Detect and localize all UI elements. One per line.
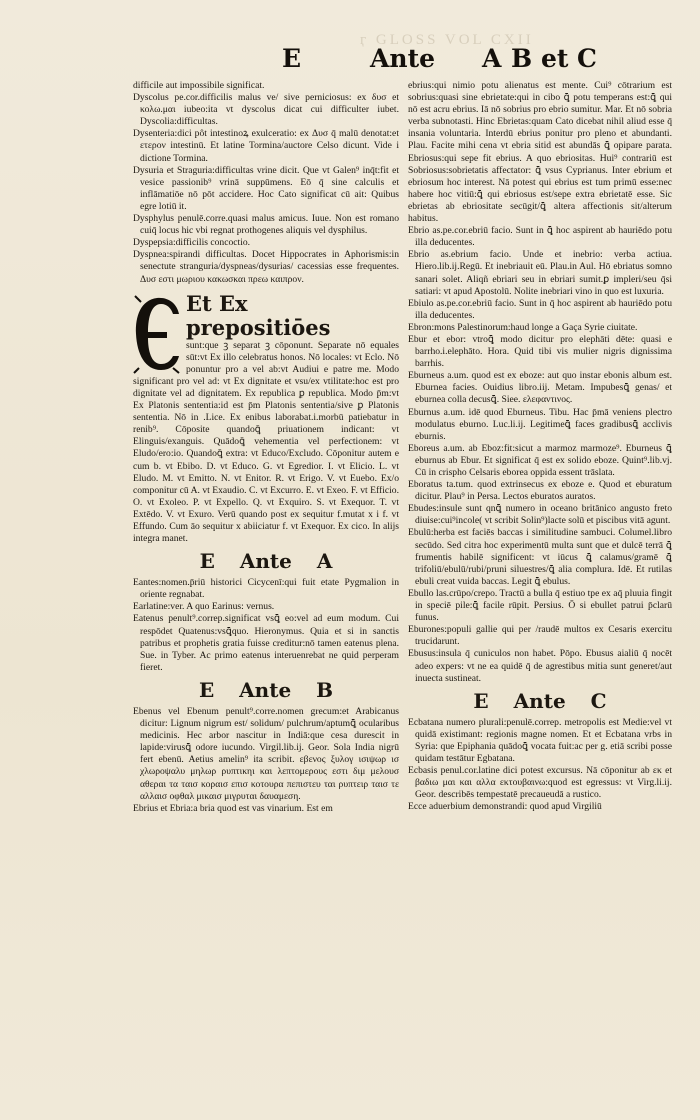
decorated-initial-e <box>133 294 181 374</box>
dictionary-entry: Eatenus penult⁹.correp.significat vsꝗ̄ eo:vel ad eum modum. Cui respōdet Quatenus:vsꝗ̄quo. Hieronymus. Quia et si in sanctis patribus et prophetis gratia fuisse creditur:nō tamen eatenus plena. Sue. in Tyber. Ac primo eatenus interuenrebat ne quid perperam fieret. <box>133 613 399 673</box>
dictionary-entry: Ebrio as.pe.cor.ebriū facio. Sunt in ꝗ̄ hoc aspirent ab hauriēdo potu illa deducentes. <box>408 225 672 249</box>
dictionary-entry: Eburneus a.um. quod est ex eboze: aut quo instar ebonis album est. Eburnea facies. Ouidius libro.iij. Metam. Impubesꝗ̄ genas/ et eburnea colla decusꝗ̄. Siee. ελεφαντινος. <box>408 370 672 406</box>
section-second-letter: A <box>316 549 333 574</box>
dictionary-entry: Ecbasis penul.cor.latine dici potest excursus. Nā cōponitur ab εκ et βαδιω μαι και αλλα εκτουβαινω:quod est egressus: vt Virg.li.ij. Geor. describēs tempestatē precaueudā a rustico. <box>408 765 672 801</box>
section-word: Ante <box>239 677 292 702</box>
dictionary-entry: Dyscolus pe.cor.difficilis malus ve/ sive perniciosus: ex δυσ et κολω.μαι iubeo:ita vt dyscolus dicat cui difficulter iubet. Dyscolia:difficultas. <box>133 92 399 128</box>
dictionary-entry: Ebron:mons Palestinorum:haud longe a Gaça Syrie ciuitate. <box>408 321 638 333</box>
dictionary-entry: Ebusus:insula q̄ cuniculos non habet. Pōpo. Ebusus aialiū q̄ nocēt adeo expers: vt ne ea quidē q̄ de agrestibus mitia sunt generet/aut inuecta sustineat. <box>408 648 672 684</box>
section-letter: E <box>199 549 215 574</box>
dictionary-entry: ebrius:qui nimio potu alienatus est mente. Cui⁹ cōtrarium est sobrius:quasi sine ebrietate:qui in cibo ꝗ̄ potu temperans est:ꝗ̄ qui nō est acru ebrius. Iā nō sobrius pro ebrio sumitur. Mar. Et nō sobria verba subnotasti. Hinc Ebrietas:quam Cato dicebat nihil aliud esse q̄ insania voluntaria. Interdū ebrius ponitur pro pleno et abundanti. Plau. Facite mihi cena vt ebria sitid est abundās ꝗ̄ opipare parata. Ebriosus:qui sepe fit ebrius. A quo ebriositas. Hui⁹ contrariū est Sobriosus:sobrietatis affectator: ꝗ̄ vsus Cyprianus. Inter ebrium et ebriosum hoc interest. Nā potest qui ebrius est tum primū esse:nec habere hoc vitiū:ꝗ̄ qui ebriosus est/sepe extra ebrietatē esse. Sic ebrietas ab ebriositate secūgit/ꝗ̄ altera affectionis sit/alterum habitus. <box>408 80 672 225</box>
dictionary-entry: Dyspnea:spirandi difficultas. Docet Hippocrates in Aphorismis:in senectute stranguria/dyspneas/dysurias/ cacessias esse frequentes. Δυσ εστι μωριου κακωσκαι πρεω καιπρον. <box>133 249 399 285</box>
running-head-a: A <box>482 44 502 73</box>
section-letter: E <box>473 688 489 713</box>
section-heading-eb <box>133 677 399 703</box>
right-column <box>408 80 672 813</box>
dictionary-entry: Ecce aduerbium demonstrandi: quod apud Virgiliū <box>408 801 602 813</box>
running-head-b: B <box>511 44 533 73</box>
dictionary-entry: Dyspepsia:difficilis concoctio. <box>133 237 251 249</box>
dropcap-section <box>133 292 399 546</box>
dictionary-entry: Dysuria et Straguria:difficultas vrine dicit. Que vt Galen⁹ inq̄t:fit et vesice passionib⁹ vrinā suppūmens. Eō q̄ sine calculis et inflāmatiōe nō pōt accidere. Hoc Cato significat cū ait: Quibus egre lotiū it. <box>133 164 399 212</box>
dictionary-entry: Eburones:populi gallie qui per /raudē multos ex Cesaris exercitu trucidarunt. <box>408 624 672 648</box>
section-heading-ea <box>133 548 399 574</box>
running-head-c: C <box>577 44 597 73</box>
dictionary-entry: Ecbatana numero plurali:penulē.correp. metropolis est Medie:vel vt quidā existimant: regionis magne nomen. Et et Ecbatana vrbs in Syria: que Epiphania quādoꝗ̄ vocata fuit:ac per g. etiā scribi posse quidam testātur Egbatana. <box>408 716 672 764</box>
dictionary-entry: sunt:que ꝫ separat ꝫ cōponunt. Separate nō equales sūt:vt Ex illo celebratus honos. Nō locales: vt Eclo. Nō ponuntur pro a vel ab:vt Audiui e patre me. Modo significant pro vel ad: vt Ex dignitate et vsu/ex vtilitate:hoc est pro dignitate vel ad dignitatem. Ex republica ꝑ republica. Modo p̄m:vt Ex Platonis sententia:id est p̄m Platonis sententia/sive ꝑ Platonis sententia. Nō in .Lice. Ex enibus laborabat.i.morbū patiebatur in renib⁹. Cōposite quandoꝗ̄ priuationem indicant: vt Elinguis/exanguis. Quādoꝗ̄ vehementia vel perfectionem: vt Eludo/ero:io. Quandoꝗ̄ extra: vt Educo/Excludo. Cōponitur autem e cum b. vt Ebibo. D. vt Educo. G. vt Egredior. I. vt Elicio. L. vt Eludo. M. vt Emitto. N. vt Enitor. R. vt Erigo. V. vt Euebo. Ex/o componitur cū A. vt Exaudio. C. vt Excurro. E. vt Exeo. F. vt Efficio. O. vt Exoleo. P. vt Expello. Q. vt Exquiro. S. vt Exequor. T. vt Extēdo. V. vt Exuro. Verū quando post ex sequitur f.mutat x i f. vt Effundo. Cum āo sequitur x abiiciatur f. vt Exequor. Ex cico. In alijs integra manet. <box>133 339 399 545</box>
dictionary-entry: Eantes:nomen.p̄riū historici Cicycenī:qui fuit etate Pygmalion in oriente regnabat. <box>133 577 399 601</box>
dictionary-entry: Ebenus vel Ebenum penult⁹.corre.nomen grecum:et Arabicanus dicitur: Lignum nigrum est/ solidum/ pulchrum/aptumꝗ̄ ocularibus medicinis. Hec arbor nascitur in Indiā:que cesa durescit in lapide:virusꝗ̄ odore iucundo. Virgil.lib.ij. Geor. Sola India nigrū fert ebenū. Aetius amelin⁹ ita scribit. εβενος ξυλογ ισιψωρ ισ χλωροψαλυ μηλωρ ρυπτικηι και λεπτομερους εστι διμ μελουσ αθεραι τα ταισ κοραισ επισ κοτουρα πεπιστευ ται ρυπτειρ ταισ τε αλλαισ οφθαλ μικαισ μιγρυται δαυαμεση. <box>133 705 399 802</box>
section-second-letter: C <box>590 688 607 713</box>
section-letter: E <box>198 677 215 702</box>
dictionary-entry: Dysphylus penulē.corre.quasi malus amicus. Iuue. Non est romano cuiq̄ locus hic vbi regnat prothogenes aliquis vel dysphilus. <box>133 213 399 237</box>
section-word: Ante <box>513 688 566 713</box>
dictionary-entry: Eboratus ta.tum. quod extrinsecus ex eboze e. Quod et eburatum dicitur. Plau⁹ in Persa. Lectos eburatos auratos. <box>408 479 672 503</box>
dictionary-entry: Ebrius et Ebria:a bria quod est vas vinarium. Est em <box>133 802 333 814</box>
dictionary-entry: difficile aut impossibile significat. <box>133 80 265 91</box>
running-head-letter: E <box>282 44 302 73</box>
dictionary-entry: Ebulū:herba est faciēs baccas i similitudine sambuci. Columel.libro secūdo. Sed citra hoc experimentū multa sunt que et dulcē terrā ꝗ̄ frumentis habilē significent: vt iūcus ꝗ̄ calamus/gramē ꝗ̄ trifoliū/ebulū/rubi/pruni siluestres/ꝗ̄ alia complura. Idē. Et rutilas ebuli creat vuida baccas. Legit ꝗ̄ ebulus. <box>408 527 672 587</box>
dictionary-entry: Dysenteria:dici pôt intestinoꝝ exulceratio: ex Δυσ q̄ malū denotat:et ετερον intestinū. Et latine Tormina/auctore Celso dicunt. Vide i dictione Tormina. <box>133 128 399 164</box>
section-word: Ante <box>239 549 292 574</box>
dictionary-entry: Ebullo las.crūpo/crepo. Tractū a bulla q̄ estiuo tpe ex aq̄ pluuia fingit in speciē pile:ꝗ̄ facile rūpit. Persius. Ō si ebullet patrui p̄clarū funus. <box>408 587 672 624</box>
running-head-et: et <box>541 44 569 73</box>
dictionary-entry: Ebiulo as.pe.cor.ebriū facio. Sunt in q̄ hoc aspirent ab hauriēdo potu illa deducentes. <box>408 297 672 321</box>
dictionary-entry: Ebur et ebor: vtroꝗ̄ modo dicitur pro elephāti dēte: quasi e barrho.i.elephāto. Hora. Quid tibi vis mulier nigris dignissima barrhis. <box>408 333 672 370</box>
dictionary-entry: Earlatine:ver. A quo Earinus: vernus. <box>133 601 275 613</box>
dictionary-entry: Eburnus a.um. idē quod Eburneus. Tibu. Hac p̄mā veniens plectro modulatus eburno. Luc.li.ij. Legitimeꝗ̄ faces gradibusꝗ̄ acclivis eburnis. <box>408 406 672 442</box>
section-heading: Et Ex prepositiōes <box>186 290 331 340</box>
left-column <box>133 80 399 815</box>
dictionary-entry: Ebudes:insule sunt qnꝗ̄ numero in oceano britānico angusto freto diuise:cui⁹incole( vt scribit Solin⁹)lacte solū et piscibus vitā agunt. <box>408 503 672 527</box>
dictionary-entry: Eboreus a.um. ab Eboz:fit:sicut a marmoz marmoze⁹. Eburneus ꝗ̄ eburnus ab Ebur. Et significat q̄ est ex solido eboze. Quint⁹.lib.vj. Cū in crispho Celsaris eborea oppida essent trāslata. <box>408 442 672 478</box>
running-head <box>0 44 700 84</box>
section-second-letter: B <box>316 677 334 702</box>
dictionary-entry: Ebrio as.ebrium facio. Unde et inebrio: verba actiua. Hiero.lib.ij.Regū. Et inebriauit eū. Plau.in Aul. Hō ebriatus somno sanari solet. Aliqñ ebriari seu in ebriari sumit.ꝑ impleri/seu q̄si satiari: vt apud Apostolū. Nolite inebriari vino in quo est luxuria. <box>408 249 672 297</box>
running-head-ante: Ante <box>370 44 436 73</box>
section-heading-ec <box>408 688 672 714</box>
bleed-through-text: ӷ GLOSS VOL CXII <box>360 32 534 48</box>
